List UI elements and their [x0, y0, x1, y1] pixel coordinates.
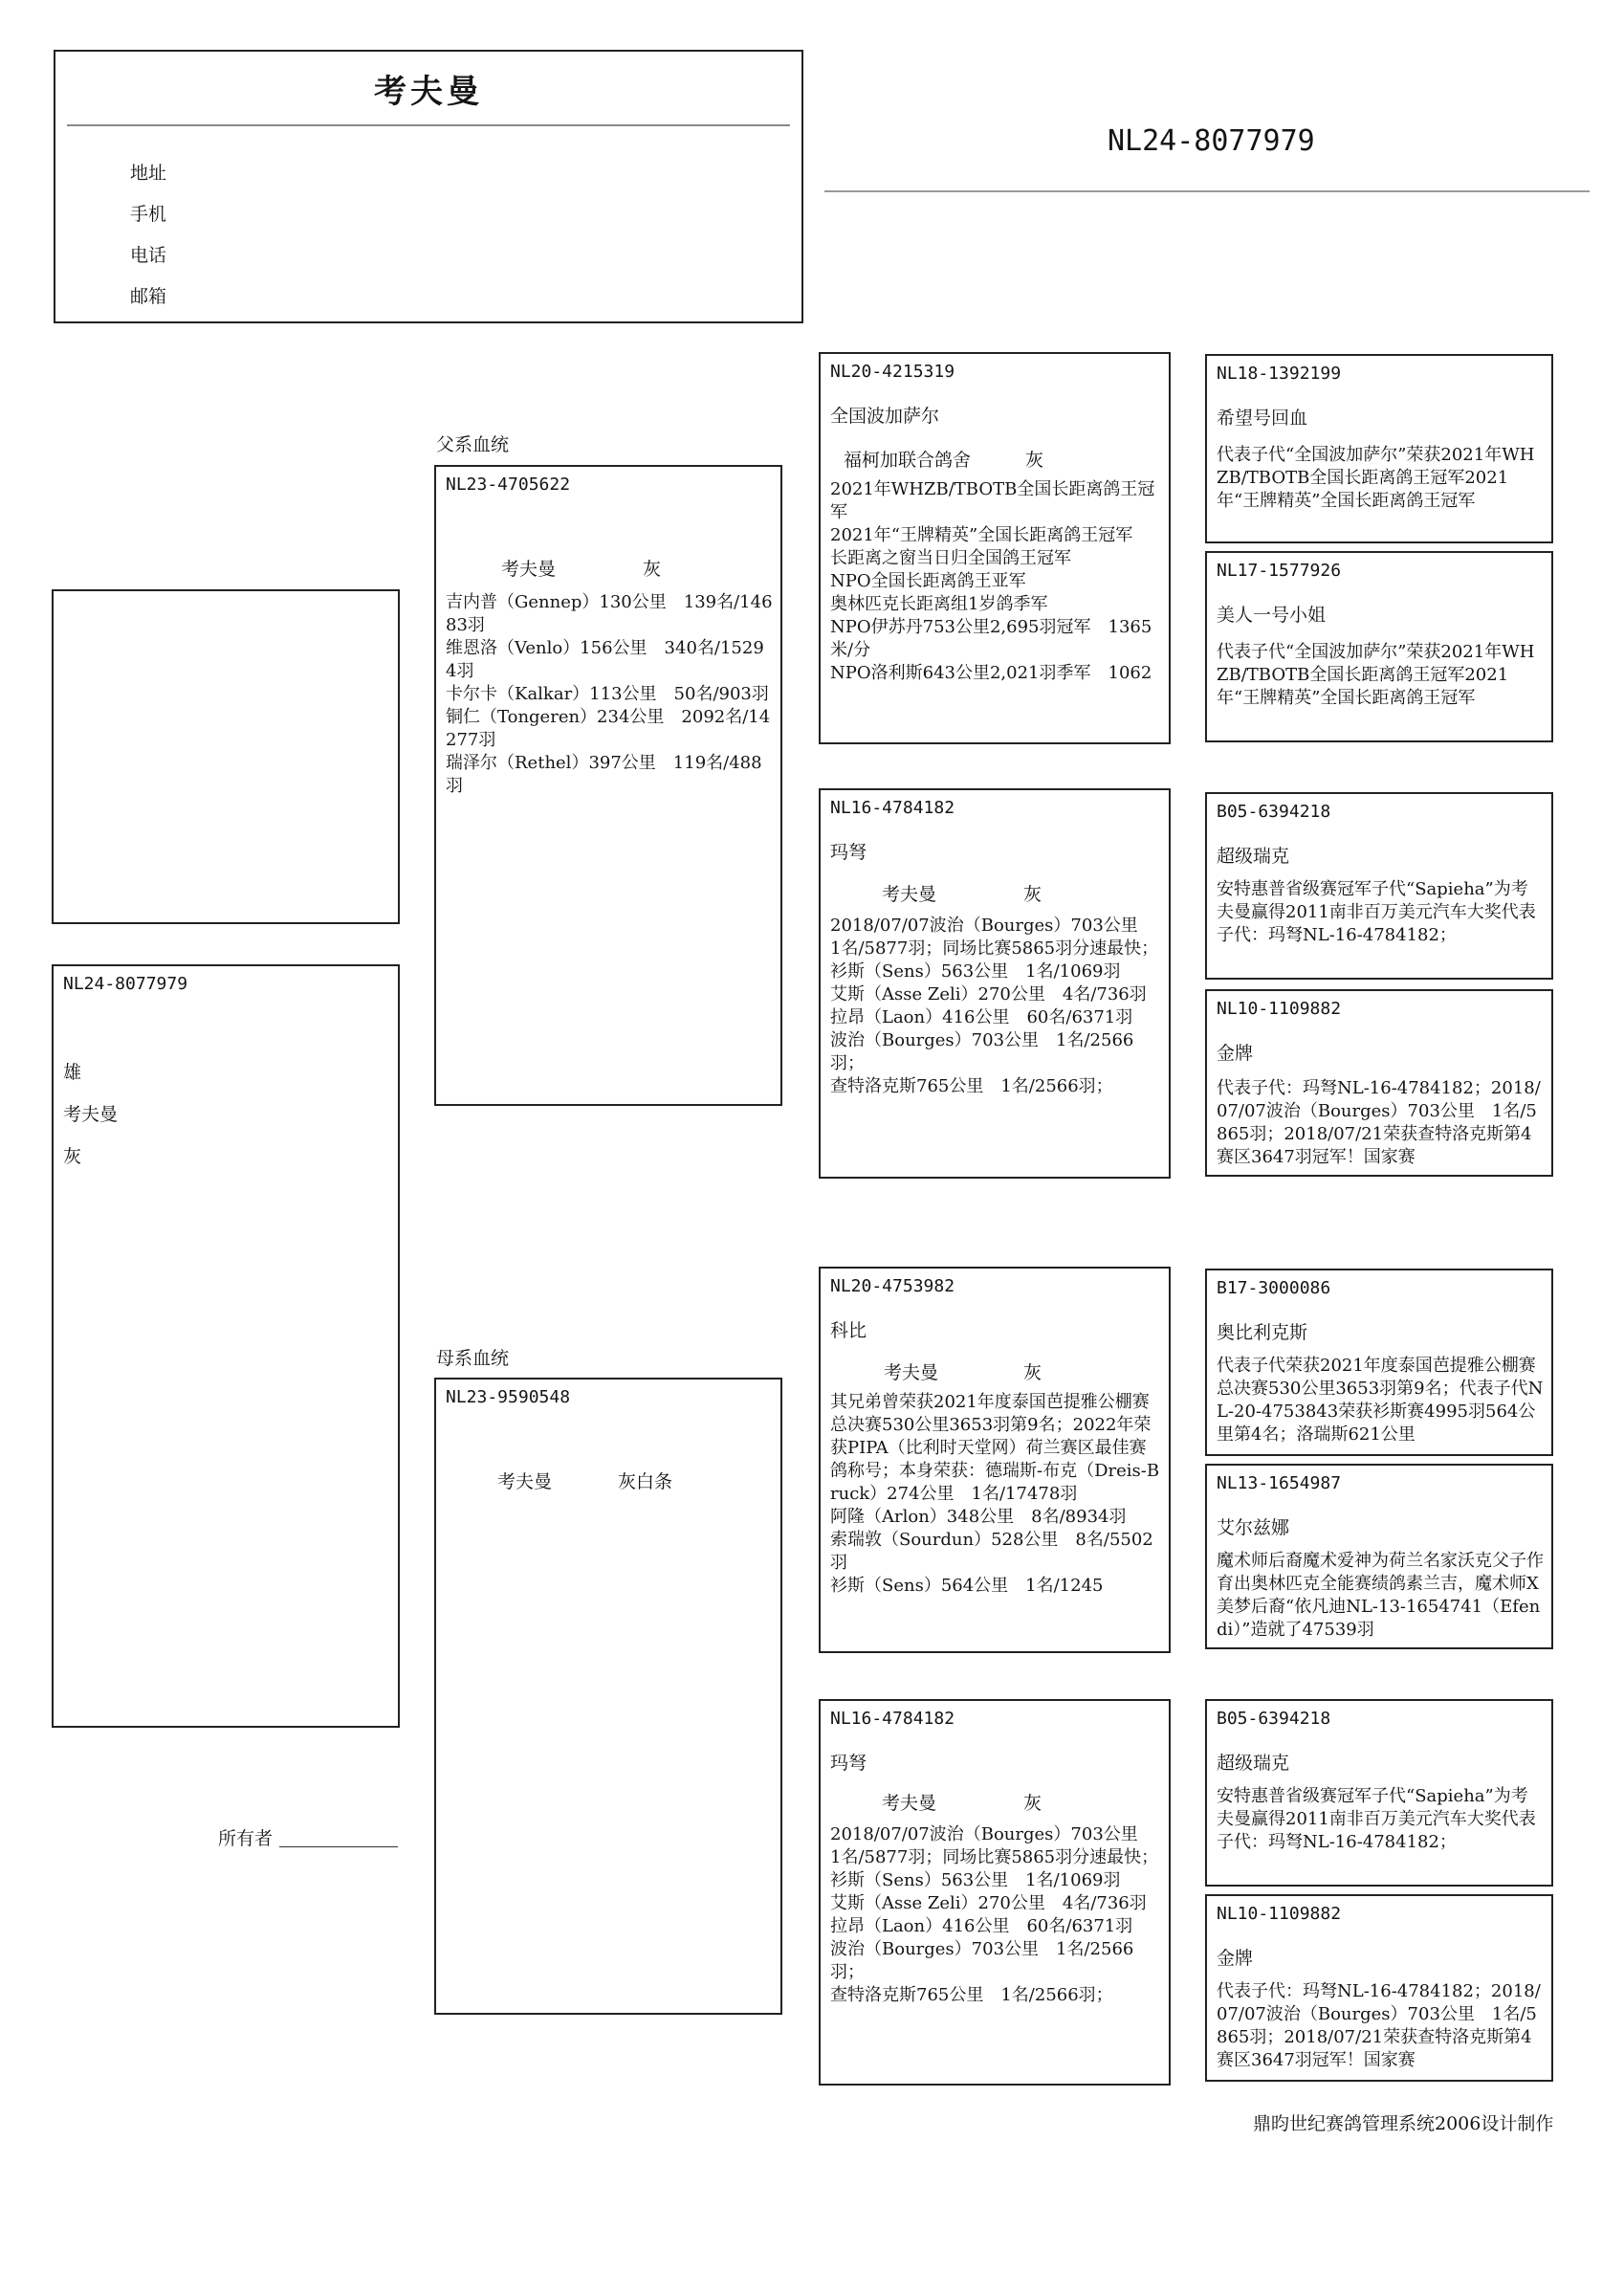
sire-sire-perf-line: 2021年WHZB/TBOTB全国长距离鸽王冠军 — [830, 479, 1155, 522]
sire-dam-color: 灰 — [1023, 884, 1042, 905]
dam-dam-perf-line: 波治（Bourges）703公里 1名/2566羽； — [830, 1939, 1134, 1982]
sire-sire-ring: NL20-4215319 — [830, 362, 955, 382]
sire-dam-perf-line: 拉昂（Laon）416公里 60名/6371羽 — [830, 1007, 1133, 1027]
dam-sire-performance — [830, 1391, 1161, 1598]
dam-dam-ring: NL16-4784182 — [830, 1709, 955, 1729]
subject-color: 灰 — [63, 1146, 82, 1167]
dam-sire-owner: 考夫曼 — [884, 1362, 939, 1383]
sire-color: 灰 — [643, 559, 662, 580]
dam-sire-color: 灰 — [1023, 1362, 1042, 1383]
sire-sire-performance — [830, 478, 1161, 685]
dam-color: 灰白条 — [618, 1471, 673, 1492]
dds-name: 超级瑞克 — [1217, 1753, 1290, 1774]
subject-sex: 雄 — [63, 1062, 82, 1083]
sire-sire-name: 全国波加萨尔 — [830, 406, 940, 427]
dam-box — [434, 1378, 782, 2015]
sds-name: 超级瑞克 — [1217, 846, 1290, 867]
dam-sire-perf-line: 衫斯（Sens）564公里 1名/1245 — [830, 1576, 1104, 1596]
sdd-box — [1205, 989, 1553, 1177]
owner-header-box — [54, 50, 803, 323]
email-label: 邮箱 — [130, 286, 167, 307]
dam-sire-perf-line: 索瑞敦（Sourdun）528公里 8名/5502羽 — [830, 1530, 1153, 1573]
dds-ring: B05-6394218 — [1217, 1709, 1331, 1729]
sire-perf-line: 维恩洛（Venlo）156公里 340名/15294羽 — [446, 638, 764, 681]
owner-title-divider — [67, 124, 790, 126]
ssd-ring: NL17-1577926 — [1217, 561, 1342, 581]
subject-ring: NL24-8077979 — [63, 974, 188, 994]
ssd-box — [1205, 551, 1553, 742]
owner-title: 考夫曼 — [374, 73, 483, 111]
dam-dam-perf-line: 查特洛克斯765公里 1名/2566羽； — [830, 1985, 1113, 2005]
sire-sire-perf-line: NPO洛利斯643公里2,021羽季军 1062 — [830, 663, 1152, 683]
sire-dam-performance — [830, 915, 1161, 1098]
sss-name: 希望号回血 — [1217, 408, 1308, 429]
dsd-text: 魔术师后裔魔术爱神为荷兰名家沃克父子作育出奥林匹克全能赛绩鸽素兰吉，魔术师X美梦后裔“依凡迪NL-13-1654741（Efendi）”造就了47539羽 — [1217, 1551, 1544, 1640]
subject-box — [52, 964, 400, 1728]
sire-dam-perf-line: 艾斯（Asse Zeli）270公里 4名/736羽 — [830, 984, 1147, 1004]
dss-name: 奥比利克斯 — [1217, 1322, 1308, 1343]
dsd-box — [1205, 1464, 1553, 1649]
sss-text: 代表子代“全国波加萨尔”荣获2021年WHZB/TBOTB全国长距离鸽王冠军2021年“王牌精英”全国长距离鸽王冠军 — [1217, 445, 1535, 511]
dam-sire-ring: NL20-4753982 — [830, 1276, 955, 1296]
sire-perf-line: 瑞泽尔（Rethel）397公里 119名/488羽 — [446, 753, 762, 796]
sds-box — [1205, 792, 1553, 980]
ddd-text: 代表子代：玛弩NL-16-4784182；2018/07/07波治（Bourges）703公里 1名/5865羽；2018/07/21荣获查特洛克斯第4赛区3647羽冠军！国家赛 — [1217, 1981, 1541, 2070]
sire-box — [434, 465, 782, 1106]
sire-dam-box — [819, 788, 1171, 1179]
owner-sign-line — [279, 1846, 398, 1847]
dsd-ring: NL13-1654987 — [1217, 1473, 1342, 1493]
dam-sire-perf-line: 其兄弟曾荣获2021年度泰国芭提雅公棚赛总决赛530公里3653羽第9名；2022年荣获PIPA（比利时天堂网）荷兰赛区最佳赛鸽称号；本身荣获：德瑞斯-布克（Dreis-Bruck）274公里 1名/17478羽 — [830, 1392, 1160, 1504]
dam-dam-perf-line: 艾斯（Asse Zeli）270公里 4名/736羽 — [830, 1893, 1147, 1913]
sire-section-label: 父系血统 — [436, 434, 510, 455]
sire-sire-perf-line: NPO全国长距离鸽王亚军 — [830, 571, 1026, 591]
footer-credit: 鼎昀世纪赛鸽管理系统2006设计制作 — [1253, 2113, 1554, 2134]
dss-ring: B17-3000086 — [1217, 1278, 1331, 1298]
sire-sire-perf-line: 2021年“王牌精英”全国长距离鸽王冠军 — [830, 525, 1133, 545]
sire-sire-owner: 福柯加联合鸽舍 — [844, 450, 972, 471]
sire-performance — [446, 591, 773, 798]
sire-sire-perf-line: 奥林匹克长距离组1岁鸽季军 — [830, 594, 1048, 614]
sdd-text: 代表子代：玛弩NL-16-4784182；2018/07/07波治（Bourges）703公里 1名/5865羽；2018/07/21荣获查特洛克斯第4赛区3647羽冠军！国家赛 — [1217, 1078, 1541, 1167]
ssd-text: 代表子代“全国波加萨尔”荣获2021年WHZB/TBOTB全国长距离鸽王冠军2021年“王牌精英”全国长距离鸽王冠军 — [1217, 642, 1535, 708]
sire-dam-name: 玛弩 — [830, 842, 867, 863]
sire-perf-line: 铜仁（Tongeren）234公里 2092名/14277羽 — [446, 707, 771, 750]
dds-text: 安特惠普省级赛冠军子代“Sapieha”为考夫曼赢得2011南非百万美元汽车大奖代表子代：玛弩NL-16-4784182； — [1217, 1786, 1536, 1852]
dam-sire-name: 科比 — [830, 1320, 867, 1341]
dss-box — [1205, 1269, 1553, 1456]
sire-dam-owner: 考夫曼 — [882, 884, 937, 905]
dds-box — [1205, 1699, 1553, 1887]
dam-dam-color: 灰 — [1023, 1793, 1042, 1814]
ddd-name: 金牌 — [1217, 1948, 1254, 1969]
ddd-box — [1205, 1894, 1553, 2082]
address-label: 地址 — [130, 163, 167, 184]
sire-perf-line: 吉内普（Gennep）130公里 139名/14683羽 — [446, 592, 773, 635]
sss-ring: NL18-1392199 — [1217, 364, 1342, 384]
sire-perf-line: 卡尔卡（Kalkar）113公里 50名/903羽 — [446, 684, 769, 704]
sdd-ring: NL10-1109882 — [1217, 999, 1342, 1019]
sire-dam-perf-line: 查特洛克斯765公里 1名/2566羽； — [830, 1076, 1113, 1096]
sire-sire-perf-line: NPO伊苏丹753公里2,695羽冠军 1365米/分 — [830, 617, 1152, 660]
dam-sire-perf-line: 阿隆（Arlon）348公里 8名/8934羽 — [830, 1507, 1127, 1527]
dam-section-label: 母系血统 — [436, 1348, 510, 1369]
header-ring-underline — [824, 190, 1590, 192]
phone-label: 电话 — [130, 245, 167, 266]
owner-sign-label: 所有者 — [218, 1828, 274, 1849]
subject-owner: 考夫曼 — [63, 1104, 119, 1125]
sire-sire-perf-line: 长距离之窗当日归全国鸽王冠军 — [830, 548, 1071, 568]
mobile-label: 手机 — [130, 204, 167, 225]
ssd-name: 美人一号小姐 — [1217, 605, 1327, 626]
sdd-name: 金牌 — [1217, 1043, 1254, 1064]
dam-dam-owner: 考夫曼 — [882, 1793, 937, 1814]
dam-owner: 考夫曼 — [497, 1471, 553, 1492]
header-ring-number: NL24-8077979 — [1108, 124, 1315, 158]
sire-dam-perf-line: 衫斯（Sens）563公里 1名/1069羽 — [830, 961, 1121, 982]
sire-sire-box — [819, 352, 1171, 744]
dam-dam-perf-line: 2018/07/07波治（Bourges）703公里 1名/5877羽；同场比赛5865羽分速最快； — [830, 1824, 1159, 1867]
sire-sire-color: 灰 — [1025, 450, 1044, 471]
dam-dam-perf-line: 衫斯（Sens）563公里 1名/1069羽 — [830, 1870, 1121, 1890]
dss-text: 代表子代荣获2021年度泰国芭提雅公棚赛总决赛530公里3653羽第9名；代表子代NL-20-4753843荣获衫斯赛4995羽564公里第4名；洛瑞斯621公里 — [1217, 1356, 1544, 1445]
dam-dam-box — [819, 1699, 1171, 2086]
dam-sire-box — [819, 1267, 1171, 1653]
sds-text: 安特惠普省级赛冠军子代“Sapieha”为考夫曼赢得2011南非百万美元汽车大奖代表子代：玛弩NL-16-4784182； — [1217, 879, 1536, 945]
sire-dam-perf-line: 2018/07/07波治（Bourges）703公里 1名/5877羽；同场比赛5865羽分速最快； — [830, 916, 1159, 959]
dam-dam-performance — [830, 1823, 1161, 2007]
sire-dam-perf-line: 波治（Bourges）703公里 1名/2566羽； — [830, 1030, 1134, 1073]
sire-dam-ring: NL16-4784182 — [830, 798, 955, 818]
photo-box — [52, 589, 400, 924]
dsd-name: 艾尔兹娜 — [1217, 1517, 1290, 1538]
sire-ring: NL23-4705622 — [446, 475, 571, 495]
dam-dam-name: 玛弩 — [830, 1753, 867, 1774]
dam-dam-perf-line: 拉昂（Laon）416公里 60名/6371羽 — [830, 1916, 1133, 1936]
dam-ring: NL23-9590548 — [446, 1387, 571, 1407]
ddd-ring: NL10-1109882 — [1217, 1904, 1342, 1924]
sire-owner: 考夫曼 — [501, 559, 557, 580]
sds-ring: B05-6394218 — [1217, 802, 1331, 822]
sss-box — [1205, 354, 1553, 543]
